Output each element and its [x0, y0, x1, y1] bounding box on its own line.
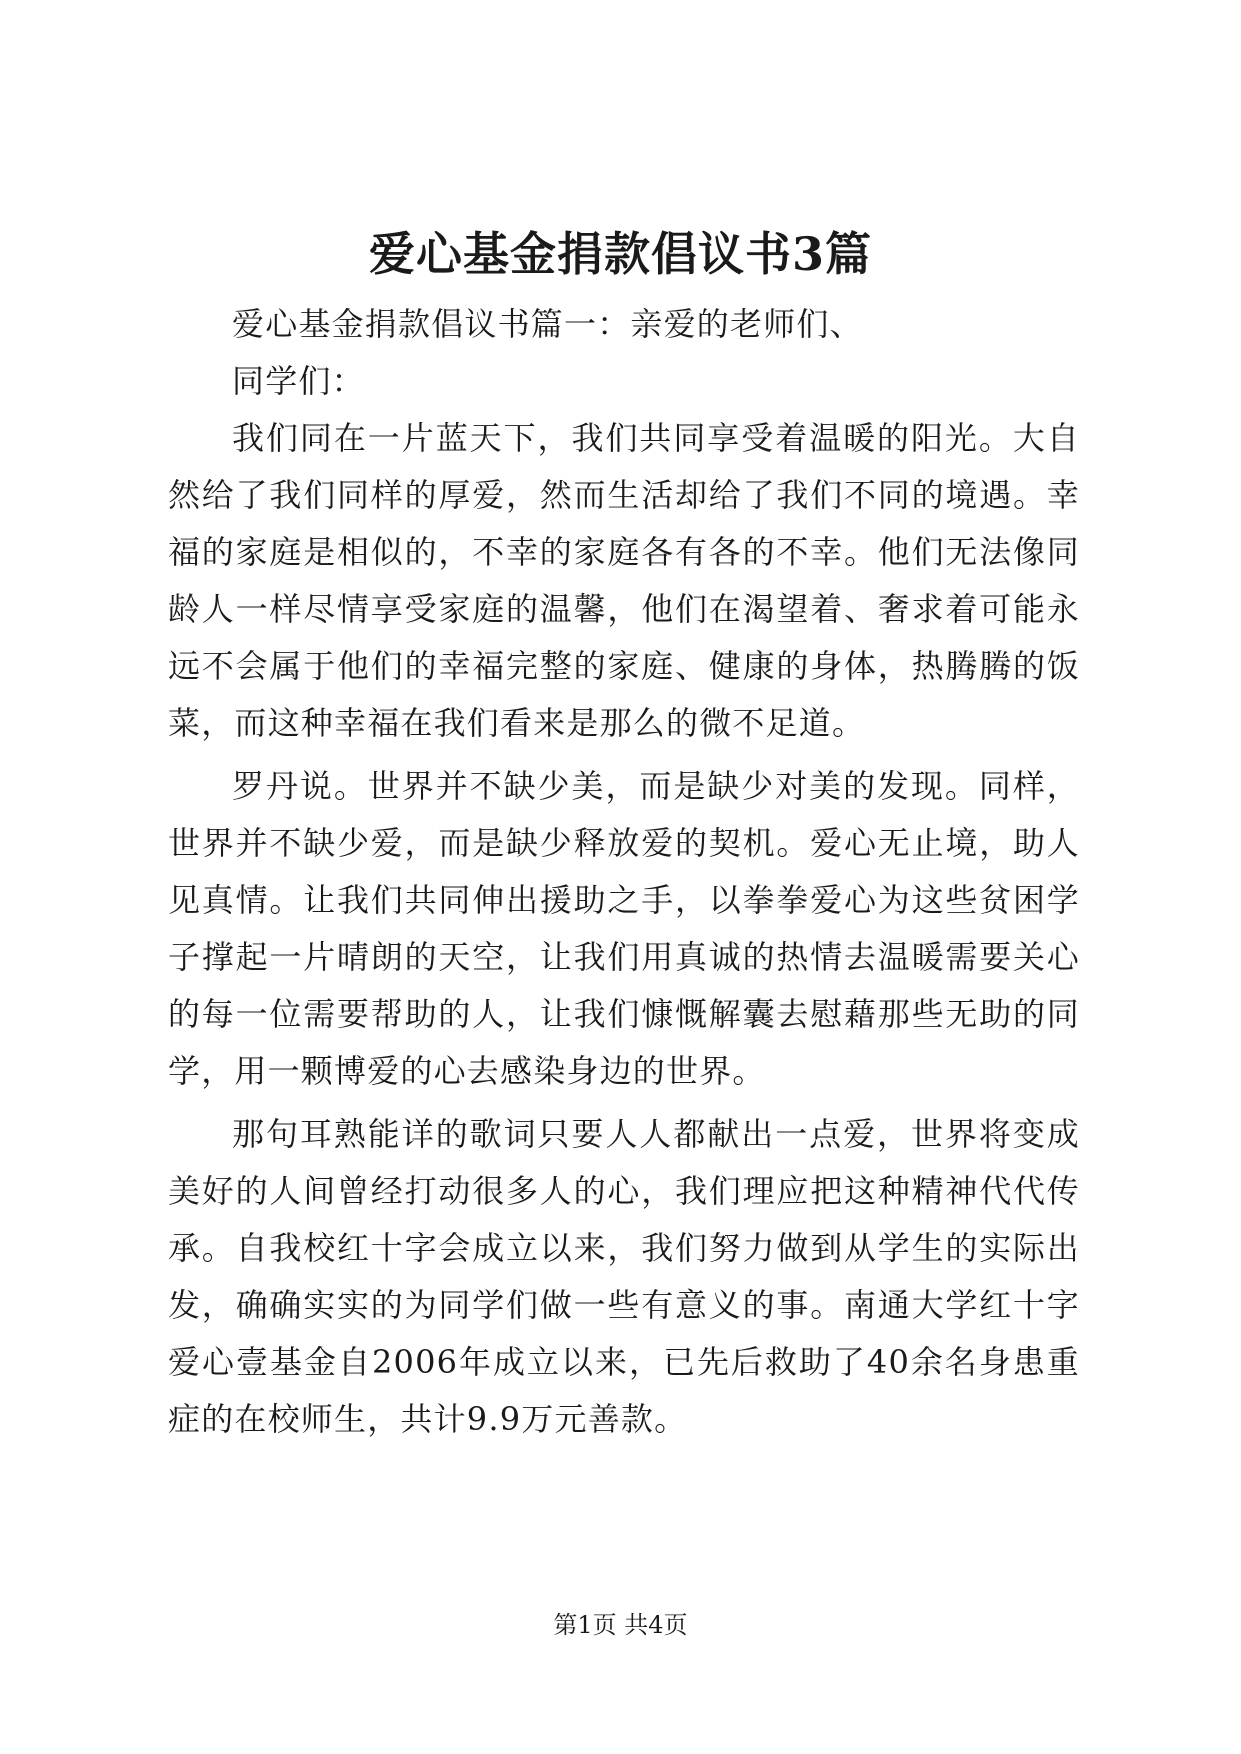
paragraph-1: 我们同在一片蓝天下，我们共同享受着温暖的阳光。大自然给了我们同样的厚爱，然而生活却给了我们不同的境遇。幸福的家庭是相似的，不幸的家庭各有各的不幸。他们无法像同龄人一样尽情享受家庭的温馨，他们在渴望着、奢求着可能永远不会属于他们的幸福完整的家庭、健康的身体，热腾腾的饭菜，而这种幸福在我们看来是那么的微不足道。: [168, 419, 1080, 742]
paragraph-greeting: 爱心基金捐款倡议书篇一：亲爱的老师们、: [232, 305, 863, 343]
paragraph-2: 罗丹说。世界并不缺少美，而是缺少对美的发现。同样，世界并不缺少爱，而是缺少释放爱的契机。爱心无止境，助人见真情。让我们共同伸出援助之手，以拳拳爱心为这些贫困学子撑起一片晴朗的天空，让我们用真诚的热情去温暖需要关心的每一位需要帮助的人，让我们慷慨解囊去慰藉那些无助的同学，用一颗博爱的心去感染身边的世界。: [168, 767, 1080, 1090]
document-title: 爱心基金捐款倡议书3篇: [368, 227, 872, 281]
document-body: [168, 296, 1080, 1448]
paragraph-3: 那句耳熟能详的歌词只要人人都献出一点爱，世界将变成美好的人间曾经打动很多人的心，我们理应把这种精神代代传承。自我校红十字会成立以来，我们努力做到从学生的实际出发，确确实实的为同学们做一些有意义的事。南通大学红十字爱心壹基金自2006年成立以来，已先后救助了40余名身患重症的在校师生，共计9.9万元善款。: [168, 1115, 1080, 1438]
paragraph-salutation: 同学们：: [232, 362, 365, 400]
page-footer: 第1页 共4页: [553, 1611, 688, 1639]
